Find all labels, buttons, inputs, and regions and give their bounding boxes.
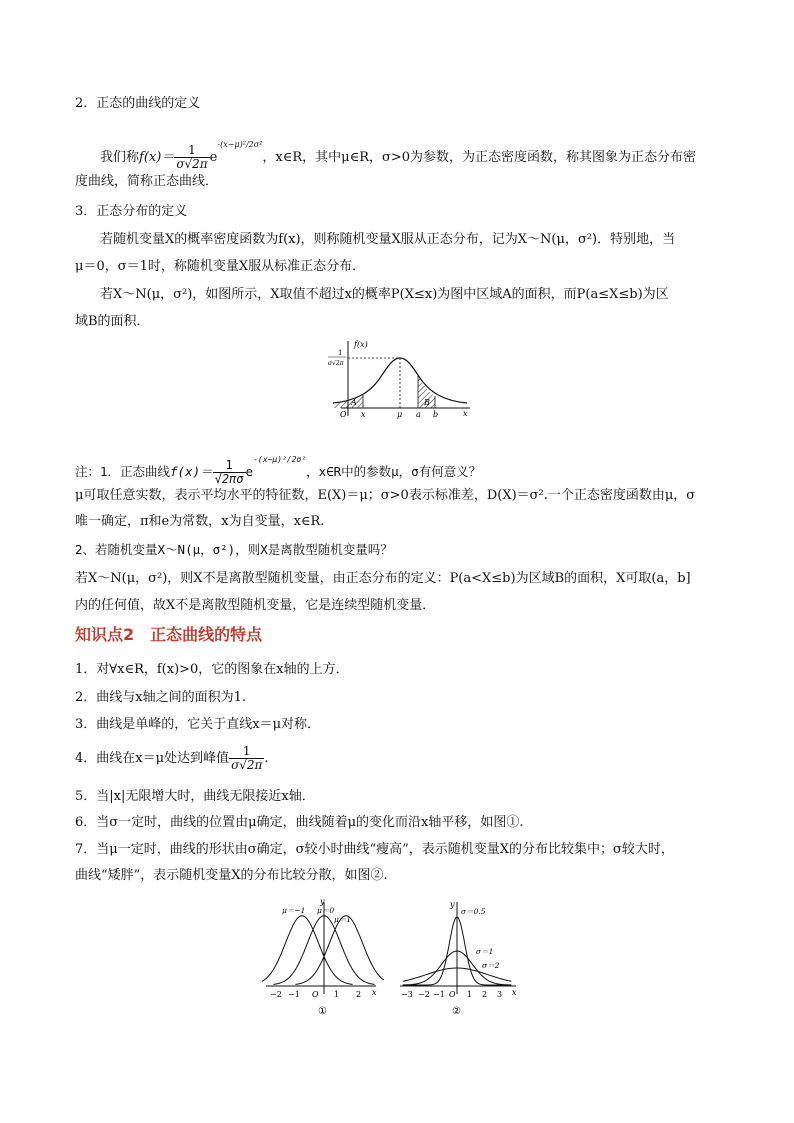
section-3-title: 3．正态分布的定义 [75,204,188,219]
top-fig-ytick-num: 1 [338,349,343,357]
fig2-series-label-1: σ＝0.5 [461,907,486,916]
note-answer-2b: 内的任何值，故X不是离散型随机变量，它是连续型随机变量． [75,598,436,613]
section-2-title: 2．正态的曲线的定义 [75,96,201,111]
fig2-tick-3: 3 [497,990,503,999]
normal-curve-figure [325,338,475,420]
fig1-tick-neg2: −2 [270,990,282,999]
normal-curve [333,358,467,403]
note-question-1: 注：1．正态曲线f(x)＝ $\frac{1}{√2\pi\sigma}$ $e^{-(x-\mu)^2/2\sigma^2}$，x∈R中的参数μ，σ有何意义？ [75,455,482,486]
fig1-series-label-1: μ＝−1 [282,906,306,915]
fig2-tick-neg3: −3 [401,990,413,999]
feature-item-4 [75,742,269,776]
def-exp-sup: -(x−μ)²/2σ² [217,140,263,149]
peak-fraction [229,745,264,772]
fig1-tick-neg1: −1 [288,990,300,999]
top-fig-label-x: x [361,410,366,419]
fig1-ylabel: y [320,898,325,906]
def-fx: f(x)＝ [139,150,175,165]
fig1-series-label-3: μ＝1 [334,915,352,924]
feature-item-2: 2．曲线与x轴之间的面积为1. [75,690,247,705]
def-text-c: 度曲线，简称正态曲线． [75,174,219,189]
feature-item-7b: 曲线“矮胖”，表示随机变量X的分布比较分散，如图②. [75,868,388,883]
fig2-tick-origin: O [449,990,456,999]
def-fraction [174,144,209,171]
feature-item-6: 6．当σ一定时，曲线的位置由μ确定，曲线随着μ的变化而沿x轴平移，如图①. [75,815,524,830]
note-answer-2a: 若X～N(μ，σ²)，则X不是离散型随机变量，由正态分布的定义：P(a<X≤b)为区域B的面积，X可取(a，b] [75,571,691,586]
fig2-tick-2: 2 [482,990,488,999]
feature-item-3: 3．曲线是单峰的，它关于直线x＝μ对称． [75,717,321,732]
note-answer-1b: 唯一确定，π和e为常数，x为自变量，x∈R. [75,514,325,529]
note-q1-suffix: ，x∈R中的参数μ，σ有何意义？ [306,464,482,479]
knowledge-point-2-title: 知识点2 正态曲线的特点 [75,625,263,644]
def-text-a: 我们称 [100,150,140,165]
peak-end: . [264,751,269,766]
top-fig-ylabel: f(x) [354,340,368,349]
def-text-b: ，x∈R，其中μ∈R，σ>0为参数，为正态密度函数，称其图象为正态分布密 [262,150,697,165]
fig1-curve-mu-1 [295,916,384,985]
fig1-curve-mu-minus1 [262,916,353,985]
region-b-label: B [424,398,430,407]
sec3-p2b: 域B的面积． [75,314,150,329]
normal-curve-definition [100,128,696,175]
peak-den: σ√2π [231,758,263,772]
note-q1-fraction [213,459,246,486]
fig2-tick-neg2: −2 [418,990,430,999]
note-q1-num: 1 [213,459,246,473]
note-q1-prefix: 注：1．正态曲线 [75,464,171,479]
def-frac-den: σ√2π [176,157,208,171]
top-fig-label-xaxis: x [463,409,468,418]
top-fig-label-mu: μ [397,410,403,419]
top-fig-label-a: a [416,410,421,419]
fig2-xlabel: x [512,988,517,997]
peak-num: 1 [229,745,264,759]
top-fig-origin: O [340,410,347,419]
note-q1-exp: -(x−μ)²/2σ² [253,455,307,464]
fig2-tick-neg1: −1 [433,990,445,999]
feature-item-5: 5．当|x|无限增大时，曲线无限接近x轴． [75,789,315,804]
figure-2-sigma-shape [398,898,522,1018]
feature-item-1: 1．对∀x∈R，f(x)>0，它的图象在x轴的上方． [75,662,349,677]
note-q1-den: √2πσ [214,472,244,486]
sec3-p1b: μ＝0，σ＝1时，称随机变量X服从标准正态分布． [75,259,366,274]
top-fig-label-b: b [433,410,439,419]
sec3-p1a: 若随机变量X的概率密度函数为f(x)，则称随机变量X服从正态分布，记为X～N(μ，σ²)．特别地，当 [100,232,676,247]
fig2-ylabel: y [450,900,455,909]
fig2-tick-1: 1 [467,990,473,999]
fig1-series-label-2: μ＝0 [317,906,335,915]
fig2-caption: ② [452,1006,461,1017]
feature-item-7a: 7．当μ一定时，曲线的形状由σ确定，σ较小时曲线“瘦高”，表示随机变量X的分布比较集中；σ较大时， [75,842,674,857]
fig1-tick-2: 2 [356,990,362,999]
top-fig-ytick-den: σ√2π [328,360,344,367]
fig1-tick-origin: O [312,990,319,999]
fig2-series-label-3: σ＝2 [482,961,500,970]
figure-1-mu-shift [262,898,384,1018]
note-question-2: 2、若随机变量X～N(μ，σ²)，则X是离散型随机变量吗？ [75,542,393,557]
fig1-tick-1: 1 [334,990,340,999]
note-answer-1a: μ可取任意实数，表示平均水平的特征数，E(X)＝μ；σ>0表示标准差，D(X)＝σ².一个正态密度函数由μ，σ [75,488,696,503]
fig2-series-label-2: σ＝1 [476,947,494,956]
note-q1-fx: f(x)＝ [170,464,213,479]
def-exp-e: e [209,150,218,165]
feature-item-4-text: 4．曲线在x＝μ处达到峰值 [75,751,230,766]
region-a-label: A [351,398,357,407]
fig1-xlabel: x [372,988,377,997]
sec3-p2a: 若X～N(μ，σ²)，如图所示，X取值不超过x的概率P(X≤x)为图中区域A的面积，而P(a≤X≤b)为区 [100,287,669,302]
fig1-caption: ① [318,1006,327,1017]
def-frac-num: 1 [174,144,209,158]
